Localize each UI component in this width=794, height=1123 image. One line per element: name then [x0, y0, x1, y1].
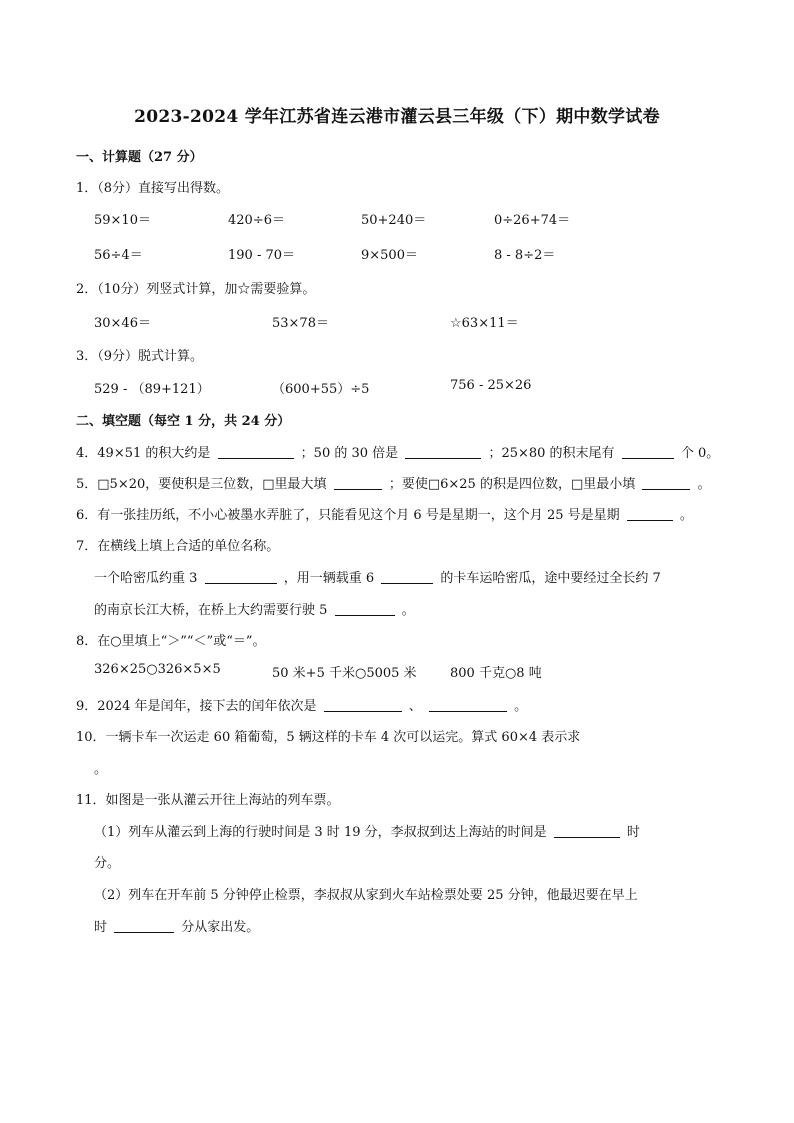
- q2-item: 53×78＝: [272, 316, 329, 331]
- q1-item: 0÷26+74＝: [494, 213, 571, 228]
- question-4: [76, 442, 719, 461]
- section-heading-fill-in: 二、填空题（每空 1 分，共 24 分）: [76, 414, 291, 429]
- q1-item: 420÷6＝: [228, 213, 285, 228]
- section-heading-calculation: 一、计算题（27 分）: [76, 150, 203, 165]
- question-10-line-1: 10．一辆卡车一次运走 60 箱葡萄，5 辆这样的卡车 4 次可以运完。算式 60×4 表示求: [76, 730, 581, 745]
- answer-blank[interactable]: [622, 446, 674, 459]
- q6-text: 。: [679, 508, 693, 523]
- q1-item: 50+240＝: [361, 213, 427, 228]
- question-11-part-1: [94, 821, 640, 840]
- q8-item: 326×25○326×5×5: [94, 662, 221, 677]
- question-2-stem: 2．（10分）列竖式计算，加☆需要验算。: [76, 282, 316, 297]
- question-1-stem: 1．（8分）直接写出得数。: [76, 181, 230, 196]
- answer-blank[interactable]: [554, 825, 620, 838]
- q1-item: 8 - 8÷2＝: [494, 248, 556, 263]
- q2-item: ☆63×11＝: [450, 316, 519, 331]
- question-11-part-1-cont: 分。: [94, 856, 121, 871]
- q7-text: 的南京长江大桥，在桥上大约需要行驶 5: [94, 603, 328, 618]
- question-5: [76, 473, 711, 492]
- q11-text: 分从家出发。: [181, 920, 260, 935]
- answer-blank[interactable]: [381, 571, 433, 584]
- answer-blank[interactable]: [218, 446, 294, 459]
- q9-text: 9．2024 年是闰年，接下去的闰年依次是: [76, 699, 317, 714]
- q4-text: ；25×80 的积末尾有: [488, 446, 615, 461]
- answer-blank[interactable]: [405, 446, 481, 459]
- page-title: 2023-2024 学年江苏省连云港市灌云县三年级（下）期中数学试卷: [134, 107, 660, 127]
- question-7-line-2: [94, 599, 415, 618]
- question-8-stem: 8．在○里填上“＞”“＜”或“＝”。: [76, 634, 266, 649]
- q8-item: 800 千克○8 吨: [450, 666, 542, 681]
- q4-text: ；50 的 30 倍是: [300, 446, 399, 461]
- q7-text: ，用一辆载重 6: [283, 571, 375, 586]
- q3-item: 529 - （89+121）: [94, 382, 210, 397]
- q1-item: 190 - 70＝: [228, 248, 296, 263]
- q2-item: 30×46＝: [94, 316, 151, 331]
- answer-blank[interactable]: [205, 571, 277, 584]
- q11-text: 时: [626, 825, 640, 840]
- q3-item: （600+55）÷5: [272, 382, 370, 397]
- q1-item: 59×10＝: [94, 213, 151, 228]
- answer-blank[interactable]: [114, 920, 174, 933]
- question-11-part-2-cont: [94, 916, 259, 935]
- question-9: [76, 695, 527, 714]
- question-11-stem: 11．如图是一张从灌云开往上海站的列车票。: [76, 793, 340, 808]
- q5-text: 。: [697, 477, 711, 492]
- answer-blank[interactable]: [324, 699, 402, 712]
- q7-text: 。: [401, 603, 415, 618]
- q11-text: 时: [94, 920, 108, 935]
- answer-blank[interactable]: [334, 477, 382, 490]
- q6-text: 6．有一张挂历纸，不小心被墨水弄脏了，只能看见这个月 6 号是星期一，这个月 25 号是星期: [76, 508, 620, 523]
- q11-text: （1）列车从灌云到上海的行驶时间是 3 时 19 分，李叔叔到达上海站的时间是: [94, 825, 547, 840]
- q5-text: 5．□5×20，要使积是三位数，□里最大填: [76, 477, 327, 492]
- question-7-line-1: [94, 567, 661, 586]
- q7-text: 的卡车运哈密瓜，途中要经过全长约 7: [440, 571, 661, 586]
- q8-item: 50 米+5 千米○5005 米: [272, 666, 417, 681]
- question-7-stem: 7．在横线上填上合适的单位名称。: [76, 539, 280, 554]
- answer-blank[interactable]: [642, 477, 690, 490]
- q9-text: 、: [408, 699, 422, 714]
- question-3-stem: 3．（9分）脱式计算。: [76, 349, 204, 364]
- answer-blank[interactable]: [335, 603, 395, 616]
- q1-item: 9×500＝: [361, 248, 418, 263]
- question-10-line-2: 。: [94, 762, 108, 777]
- q9-text: 。: [514, 699, 528, 714]
- question-11-part-2: （2）列车在开车前 5 分钟停止检票，李叔叔从家到火车站检票处要 25 分钟，他最迟要在早上: [94, 888, 638, 903]
- answer-blank[interactable]: [627, 508, 673, 521]
- q4-text: 4．49×51 的积大约是: [76, 446, 211, 461]
- q7-text: 一个哈密瓜约重 3: [94, 571, 198, 586]
- answer-blank[interactable]: [429, 699, 507, 712]
- q1-item: 56÷4＝: [94, 248, 143, 263]
- q4-text: 个 0。: [680, 446, 720, 461]
- q5-text: ；要使□6×25 的积是四位数，□里最小填: [388, 477, 636, 492]
- q3-item: 756 - 25×26: [450, 378, 532, 393]
- question-6: [76, 504, 693, 523]
